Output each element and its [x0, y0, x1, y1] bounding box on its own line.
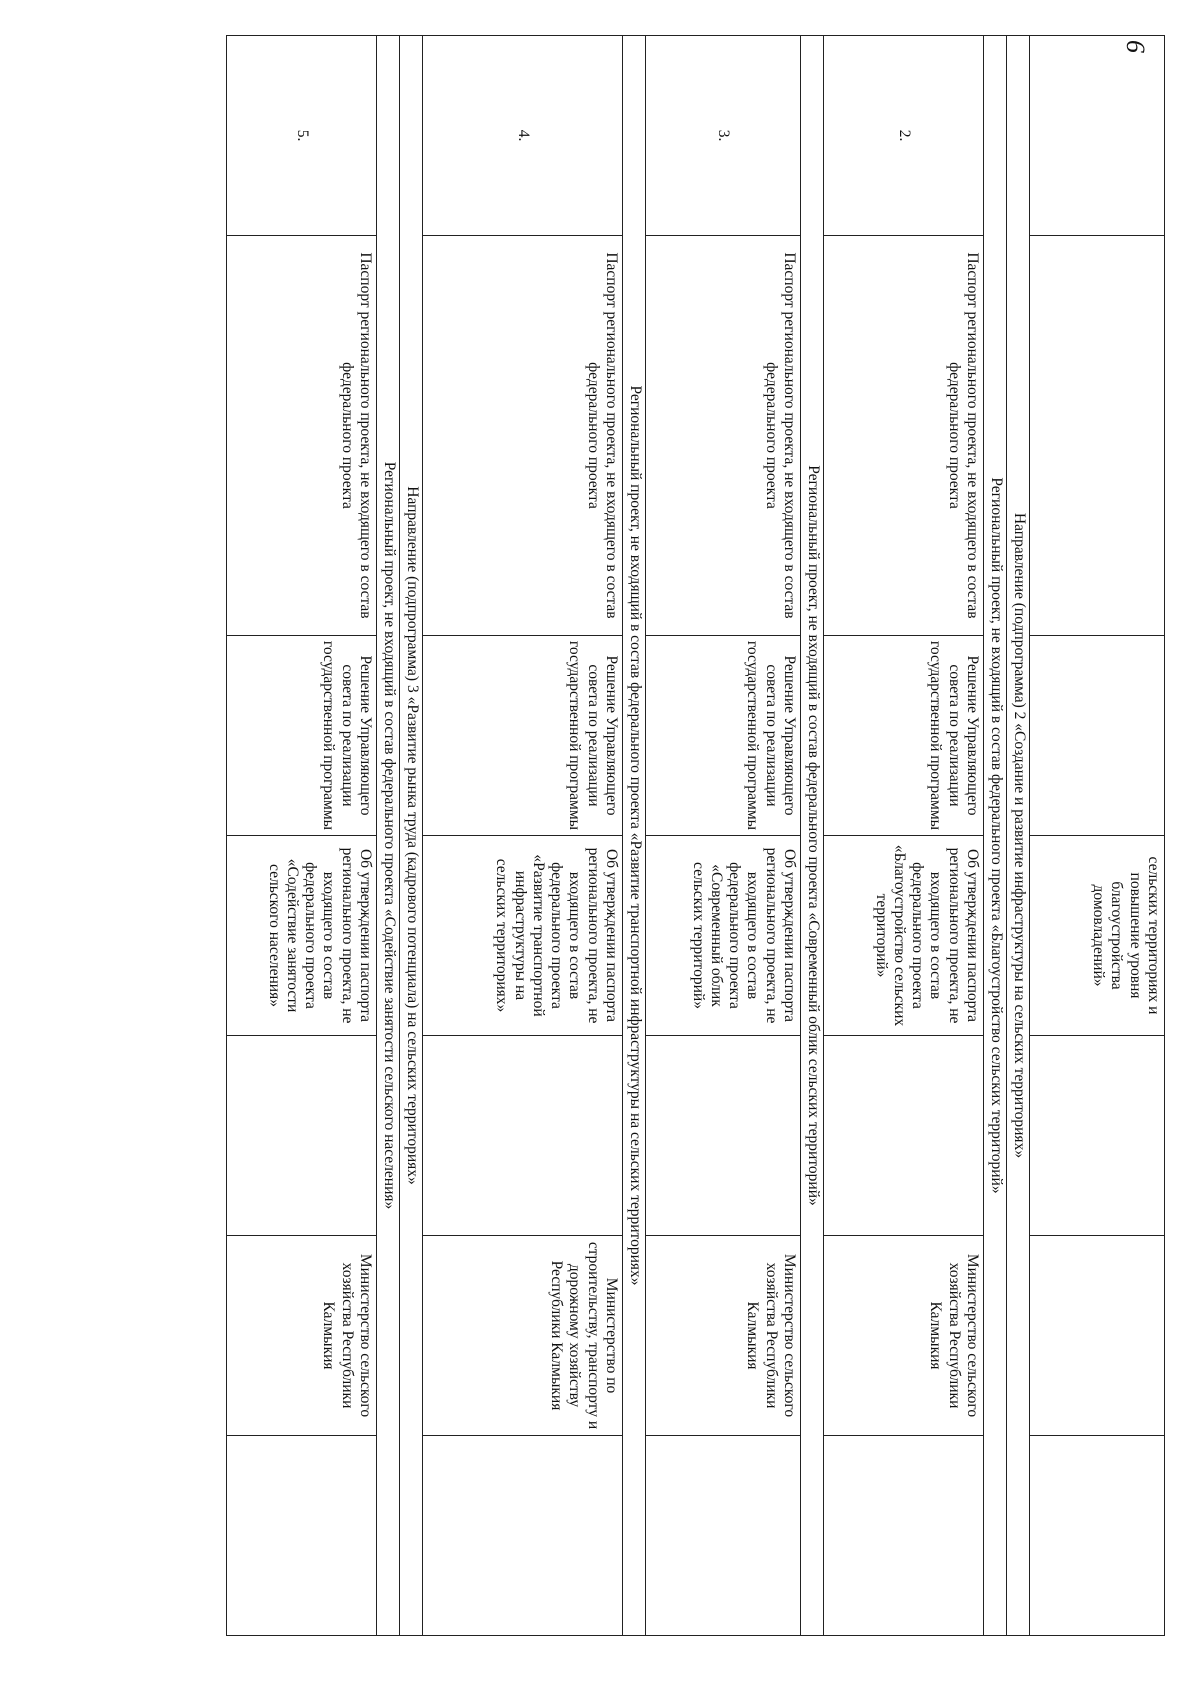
cell-responsible: Министерство по строительству, транспорту и дорожному хозяйству Республики Калмыкия	[423, 1236, 623, 1436]
cell-empty	[646, 1036, 801, 1236]
cell-empty	[824, 1436, 984, 1636]
project-heading: Региональный проект, не входящий в состав федерального проекта «Содействие занятости сельского населения»	[377, 36, 400, 1636]
cell-decision: Решение Управляющего совета по реализации государственной программы	[227, 636, 377, 836]
cell-empty	[423, 1036, 623, 1236]
cell-empty	[824, 1036, 984, 1236]
project-heading: Региональный проект, не входящий в состав федерального проекта «Благоустройство сельских территорий»	[984, 36, 1007, 1636]
rotated-table-page	[135, 35, 1165, 1635]
table-row	[1030, 36, 1165, 1636]
cell-empty	[1030, 1236, 1165, 1436]
project-heading: Региональный проект, не входящий в состав федерального проекта «Современный облик сельских территорий»	[801, 36, 824, 1636]
row-number: 4.	[423, 36, 623, 236]
table-row	[423, 36, 623, 1636]
cell-empty	[1030, 1436, 1165, 1636]
cell-responsible: Министерство сельского хозяйства Республики Калмыкия	[227, 1236, 377, 1436]
cell-document: Паспорт регионального проекта, не входящего в состав федерального проекта	[646, 236, 801, 636]
section-row	[377, 36, 400, 1636]
cell-empty	[1030, 236, 1165, 636]
section-row	[623, 36, 646, 1636]
section-row	[801, 36, 824, 1636]
cell-document: Паспорт регионального проекта, не входящего в состав федерального проекта	[423, 236, 623, 636]
section-row	[400, 36, 423, 1636]
cell-empty	[423, 1436, 623, 1636]
cell-decision: Решение Управляющего совета по реализации государственной программы	[646, 636, 801, 836]
page-number: 6	[1121, 40, 1150, 53]
cell-decision: Решение Управляющего совета по реализации государственной программы	[423, 636, 623, 836]
cell-empty	[1030, 36, 1165, 236]
cell-decision: Решение Управляющего совета по реализации государственной программы	[824, 636, 984, 836]
cell-empty	[646, 1436, 801, 1636]
project-heading: Региональный проект, не входящий в состав федерального проекта «Развитие транспортной инфраструктуры на сельских территориях»	[623, 36, 646, 1636]
cell-empty	[1030, 1036, 1165, 1236]
document-table	[226, 35, 1165, 1636]
section-row	[984, 36, 1007, 1636]
table-row	[646, 36, 801, 1636]
row-number: 5.	[227, 36, 377, 236]
cell-document: Паспорт регионального проекта, не входящего в состав федерального проекта	[824, 236, 984, 636]
cell-responsible: Министерство сельского хозяйства Республики Калмыкия	[646, 1236, 801, 1436]
cell-responsible: Министерство сельского хозяйства Республики Калмыкия	[824, 1236, 984, 1436]
cell-empty	[227, 1036, 377, 1236]
cell-subject: Об утверждении паспорта регионального проекта, не входящего в состав федерального проекта «Благоустройство сельских территорий»	[824, 836, 984, 1036]
cell-document: Паспорт регионального проекта, не входящего в состав федерального проекта	[227, 236, 377, 636]
cell-subject: сельских территориях и повышение уровня благоустройства домовладений»	[1030, 836, 1165, 1036]
cell-empty	[1030, 636, 1165, 836]
cell-subject: Об утверждении паспорта регионального проекта, не входящего в состав федерального проекта «Современный облик сельских территорий»	[646, 836, 801, 1036]
row-number: 2.	[824, 36, 984, 236]
table-row	[824, 36, 984, 1636]
cell-empty	[227, 1436, 377, 1636]
cell-subject: Об утверждении паспорта регионального проекта, не входящего в состав федерального проекта «Содействие занятости сельского населения»	[227, 836, 377, 1036]
direction-heading: Направление (подпрограмма) 3 «Развитие рынка труда (кадрового потенциала) на сельских территориях»	[400, 36, 423, 1636]
row-number: 3.	[646, 36, 801, 236]
cell-subject: Об утверждении паспорта регионального проекта, не входящего в состав федерального проекта «Развитие транспортной инфраструктуры на сельских территориях»	[423, 836, 623, 1036]
section-row	[1007, 36, 1030, 1636]
direction-heading: Направление (подпрограмма) 2 «Создание и развитие инфраструктуры на сельских территориях»	[1007, 36, 1030, 1636]
table-row	[227, 36, 377, 1636]
